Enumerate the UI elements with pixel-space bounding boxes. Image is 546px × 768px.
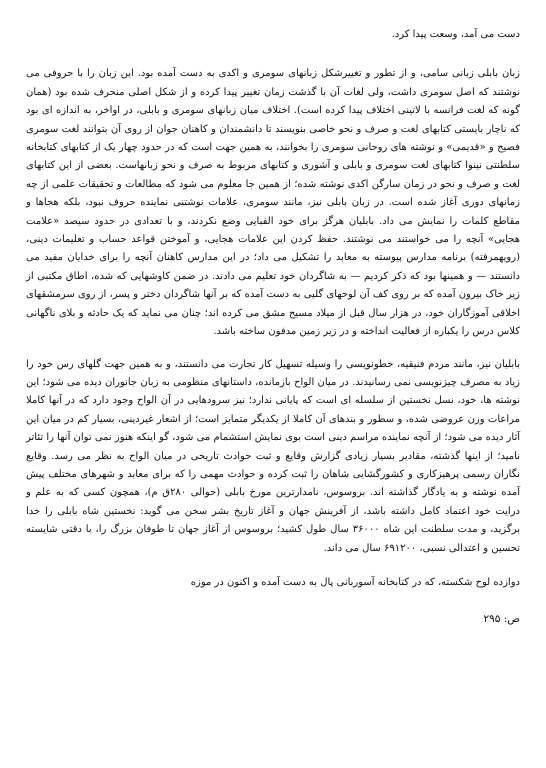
paragraph-broken-tablets: دوازده لوح شکسته، که در کتابخانه آسوربانی پال به دست آمده و اکنون در موزه [190, 576, 520, 588]
page-number: ص: ۲۹۵ [483, 613, 520, 626]
paragraph-babylonian-language: زبان بابلی زبانی سامی، و از تطور و تغییرشکل زبانهای سومری و اکدی به دست آمده بود. این زبان را با حروفی می نوشتند که اصل سومری داشت، ولی لغات آن با گذشت زمان تغییر پیدا کرده و از شکل اصلی منحرف شده بود (همان گونه که لغت فرانسه با لاتینی اختلاف پیدا کرده است). اختلاف میان زبانهای سومری و بابلی، در اواخر، به اندازه ای بود که ناچار بایستی کتابهای لغت و صرف و نحو خاصی بنویسند تا دانشمندان و کاهنان جوان از روی آن بتوانند لغت سومری فصیح و «قدیمی» و نوشته های روحانی سومری را بخوانند، به همین جهت است که در حدود چهار یک از کتابهای کتابخانه سلطنتی نینوا کتابهای لغت سومری و بابلی و آشوری و کتابهای مربوط به صرف و نحو زبانهاست. بعضی از این کتابهای لغت و صرف و نحو در زمان سارگن اکدی نوشته شده؛ از همین جا معلوم می شود که مطالعات و تحقیقات علمی از چه زمانهای دوری آغاز شده است. در زبان بابلی نیز، مانند سومری، علامات نوشتنی نماینده حروف نبود، بلکه هجاها و مقاطع کلمات را نمایش می داد. بابلیان هرگز برای خود الفبایی وضع نکردند، و با تعدادی در حدود سیصد «علامت هجایی» آنچه را می خواستند می نوشتند. حفظ کردن این علامات هجایی، و آموختن قواعد حساب و تعلیمات دینی، (رویهمرفته) برنامه مدارس پیوسته به معابد را تشکیل می داد؛ در این مدارس کاهنان آنچه را برای خدایان مفید می دانستند — و همینها بود که ذکر کردیم — به شاگردان خود تعلیم می دادند. در ضمن کاوشهایی که شده، اطاق مکتبی از زیر خاک بیرون آمده که بر روی کف آن لوحهای گلیی به دست آمده که بر آنها شاگردان دختر و پسر، از روی سرمشقهای اخلاقی آموزگاران خود، در هزار سال قبل از میلاد مسیح مشق می کرده اند؛ چنان می نماید که یک حادثه و بلای ناگهانی کلاس درس را یکباره از فعالیت انداخته و در زیر زمین مدفون ساخته باشد. [26, 68, 520, 338]
page-content [26, 26, 520, 629]
intro-line: دست می آمد، وسعت پیدا کرد. [391, 29, 520, 40]
paragraph-babylonian-writing: بابلیان نیز، مانند مردم فنیقیه، خطونویسی را وسیله تسهیل کار تجارت می دانستند، و به همین جهت گلهای رس خود را زیاد به مصرف چیزنویسی نمی رسانیدند. در میان الواح بازمانده، داستانهای منظومی به زبان جانوران دیده می شود؛ این نوشته ها، خود، نسل نخستین از سلسله ای است که پایانی ندارد؛ نیز سرودهایی در آن الواح وجود دارد که در آنها کاملا مراعات وزن عروضی شده، و سطور و بندهای آن کاملا از یکدیگر متمایز است؛ از اشعار غیردینی، بسیار کم در میان این آثار دیده می شود؛ از آنچه نماینده مراسم دینی است بوی نمایش استشمام می شود، گو اینکه هنوز نمی توان آنها را تئاتر نامید؛ از اینها گذشته، مقادیر بسیار زیادی گزارش وقایع و ثبت حوادث تاریخی در میان الواح به نظر می رسد. وقایع نگاران رسمی پرهیزکاری و کشورگشایی شاهان را ثبت کرده و حوادث مهمی را که برای معابد و شهرهای مختلف پیش آمده نوشته و به یادگار گذاشته اند. بروسوس، نامدارترین مورخ بابلی (حوالی ۲۸۰ق م)، همچون کسی که به علم و درایت خود اعتماد کامل داشته باشد، از آفرینش جهان و آغاز تاریخ بشر سخن می گوید: نخستین شاه بابلی را خدا برگزید، و مدت سلطنت این شاه ۳۶۰۰۰ سال طول کشید؛ بروسوس از آغاز جهان تا طوفان بزرگ را، با دقتی شایسته تحسین و اعتدالی نسبی، ۶۹۱۲۰۰ سال می داند. [26, 358, 521, 554]
